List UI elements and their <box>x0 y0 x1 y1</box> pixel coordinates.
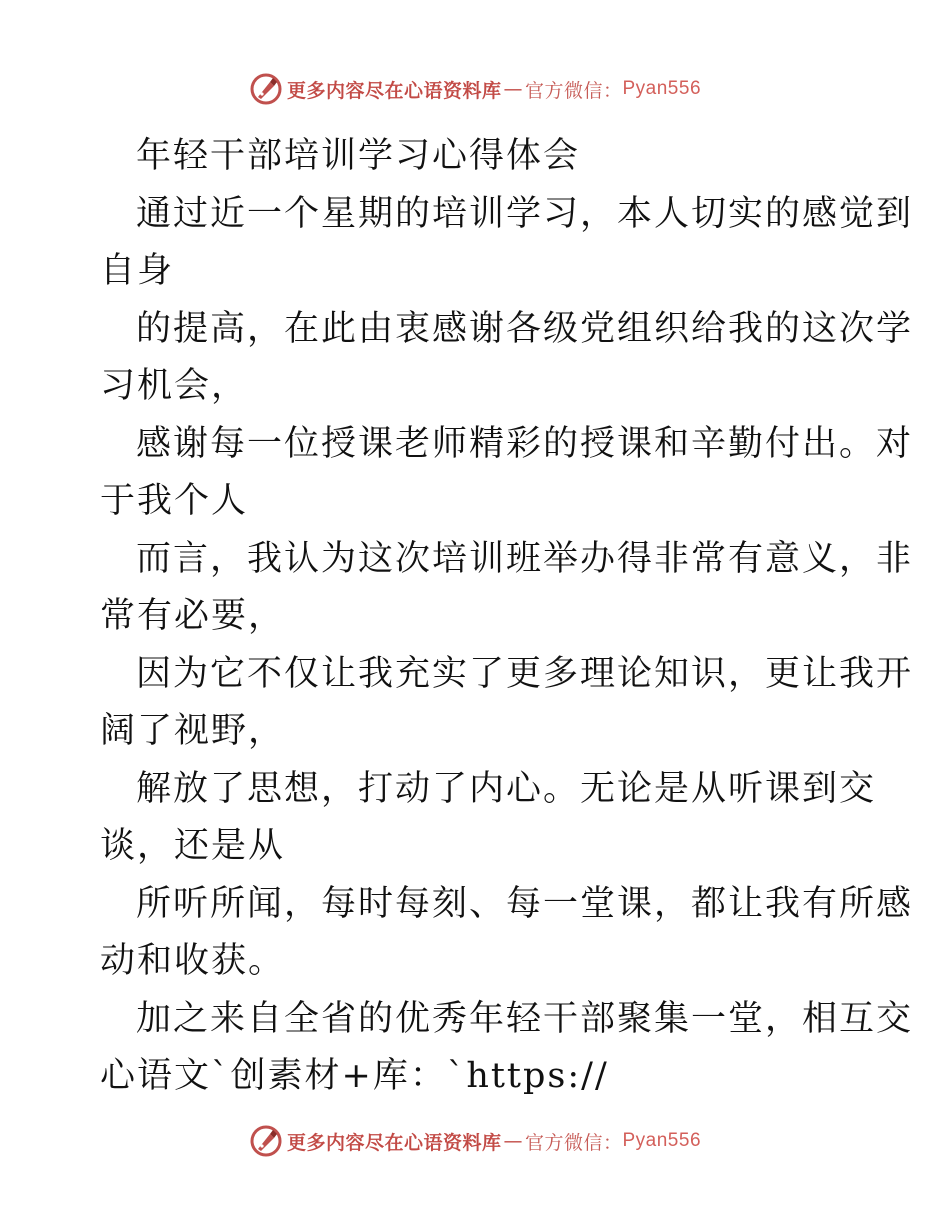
text-line: 解放了思想，打动了内心。无论是从听课到交 <box>136 768 877 809</box>
watermark-dash: — <box>503 78 523 100</box>
text-line: 阔了视野， <box>100 711 286 751</box>
watermark-brand: 更多内容尽在心语资料库 <box>286 1131 502 1154</box>
pen-logo-icon <box>249 72 283 106</box>
watermark-label: 官方微信： <box>524 79 623 102</box>
text-line: 于我个人 <box>100 481 249 521</box>
text-line: 动和收获。 <box>100 941 286 981</box>
text-line: 因为它不仅让我充实了更多理论知识，更让我开 <box>136 653 914 694</box>
text-line: 常有必要， <box>100 596 286 636</box>
text-line: 而言，我认为这次培训班举办得非常有意义，非 <box>136 538 914 579</box>
text-line: 自身 <box>100 251 175 291</box>
text-line: 习机会， <box>100 366 249 406</box>
text-line: 的提高，在此由衷感谢各级党组织给我的这次学 <box>136 308 914 349</box>
text-line: 所听所闻，每时每刻、每一堂课，都让我有所感 <box>136 883 914 924</box>
text-line: 通过近一个星期的培训学习，本人切实的感觉到 <box>136 193 914 234</box>
watermark-brand: 更多内容尽在心语资料库 <box>286 79 502 102</box>
document-title: 年轻干部培训学习心得体会 <box>136 136 581 176</box>
text-line: 心语文`创素材+库：`https:// <box>100 1056 609 1096</box>
watermark-dash: — <box>503 1130 523 1152</box>
header-watermark <box>0 72 950 106</box>
text-line: 谈，还是从 <box>100 826 286 866</box>
watermark-wechat-id: Pyan556 <box>622 78 702 99</box>
footer-watermark <box>0 1124 950 1158</box>
watermark-wechat-id: Pyan556 <box>622 1130 702 1151</box>
text-line: 加之来自全省的优秀年轻干部聚集一堂，相互交 <box>136 998 914 1039</box>
document-body <box>100 128 914 1106</box>
watermark-label: 官方微信： <box>524 1131 623 1154</box>
text-line: 感谢每一位授课老师精彩的授课和辛勤付出。对 <box>136 423 914 464</box>
pen-logo-icon <box>249 1124 283 1158</box>
